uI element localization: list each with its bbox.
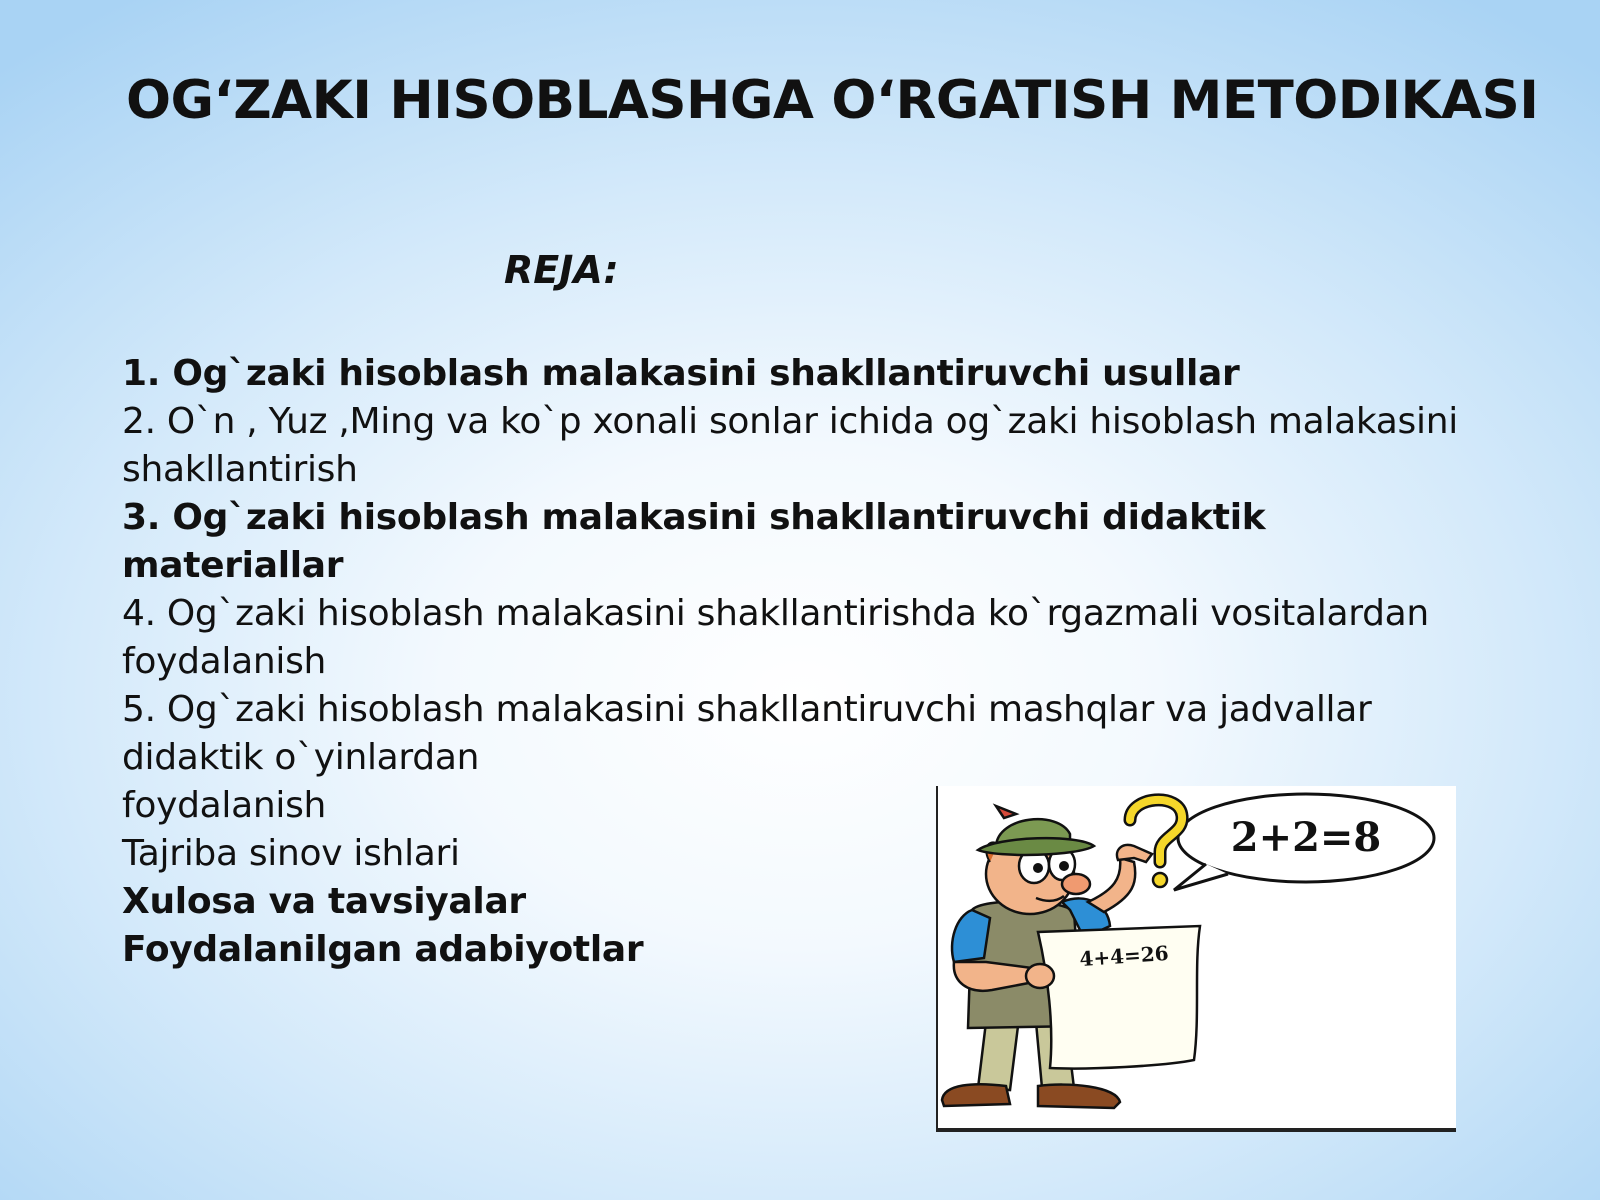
plan-item-1: 1. Og`zaki hisoblash malakasini shakllantiruvchi usullar [122, 353, 1240, 394]
raised-arm [1088, 858, 1135, 912]
plan-item-references: Foydalanilgan adabiyotlar [122, 929, 644, 970]
question-mark-icon [1130, 800, 1182, 887]
hand-on-paper [1026, 964, 1054, 988]
left-sleeve [952, 910, 990, 962]
hat [978, 806, 1094, 855]
plan-item-4: 4. Og`zaki hisoblash malakasini shakllantirishda ko`rgazmali vositalardan foydalanish [122, 593, 1429, 682]
plan-item-conclusion: Xulosa va tavsiyalar [122, 881, 526, 922]
shoes [942, 1084, 1120, 1108]
plan-heading: REJA: [504, 248, 619, 292]
plan-item-5: 5. Og`zaki hisoblash malakasini shakllantiruvchi mashqlar va jadvallar didaktik o`yinlardan [122, 689, 1372, 778]
hand-at-head [1117, 845, 1152, 862]
plan-item-5-continued: foydalanish [122, 785, 327, 826]
plan-item-2: 2. O`n , Yuz ,Ming va ko`p xonali sonlar ichida og`zaki hisoblash malakasini shakllantirish [122, 401, 1458, 490]
plan-item-3: 3. Og`zaki hisoblash malakasini shakllantiruvchi didaktik materiallar [122, 497, 1266, 586]
plan-item-experiments: Tajriba sinov ishlari [122, 833, 460, 874]
slide-title: OG‘ZAKI HISOBLASHGA O‘RGATISH METODIKASI [126, 70, 1539, 131]
bubble-equation: 2+2=8 [1230, 814, 1382, 861]
confused-man-illustration [936, 786, 1456, 1132]
paper-equation: 4+4=26 [1078, 940, 1170, 972]
